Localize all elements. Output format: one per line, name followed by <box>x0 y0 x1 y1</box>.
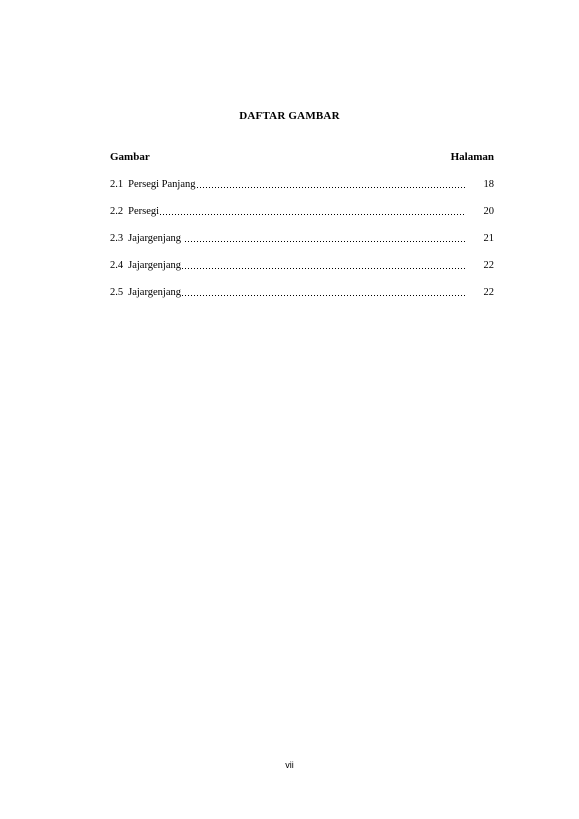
dot-leader <box>181 261 465 270</box>
figure-title: Persegi Panjang <box>128 179 196 190</box>
figure-number: 2.1 <box>110 179 124 190</box>
dot-leader <box>159 207 465 216</box>
figure-entry[interactable] <box>110 286 494 313</box>
figure-number: 2.3 <box>110 233 124 244</box>
figure-entry[interactable] <box>110 259 494 286</box>
figure-title: Jajargenjang <box>128 287 181 298</box>
dot-leader <box>181 288 465 297</box>
figure-page: 20 <box>483 206 494 217</box>
page-number: vii <box>285 760 294 770</box>
figure-page: 22 <box>483 260 494 271</box>
figure-title: Persegi <box>128 206 160 217</box>
figure-number: 2.5 <box>110 287 124 298</box>
figure-page: 18 <box>483 179 494 190</box>
column-header-halaman: Halaman <box>450 151 494 163</box>
figure-page: 21 <box>483 233 494 244</box>
page-title: DAFTAR GAMBAR <box>239 110 340 122</box>
dot-leader <box>184 234 465 243</box>
figure-entry[interactable] <box>110 205 494 232</box>
figure-entry[interactable] <box>110 178 494 205</box>
figure-number: 2.2 <box>110 206 124 217</box>
column-header-gambar: Gambar <box>110 151 150 163</box>
figure-title: Jajargenjang <box>128 233 184 244</box>
dot-leader <box>196 180 466 189</box>
figure-page: 22 <box>483 287 494 298</box>
figure-title: Jajargenjang <box>128 260 181 271</box>
column-header <box>110 151 494 163</box>
figure-entry[interactable] <box>110 232 494 259</box>
figure-list <box>110 178 494 313</box>
figure-number: 2.4 <box>110 260 124 271</box>
